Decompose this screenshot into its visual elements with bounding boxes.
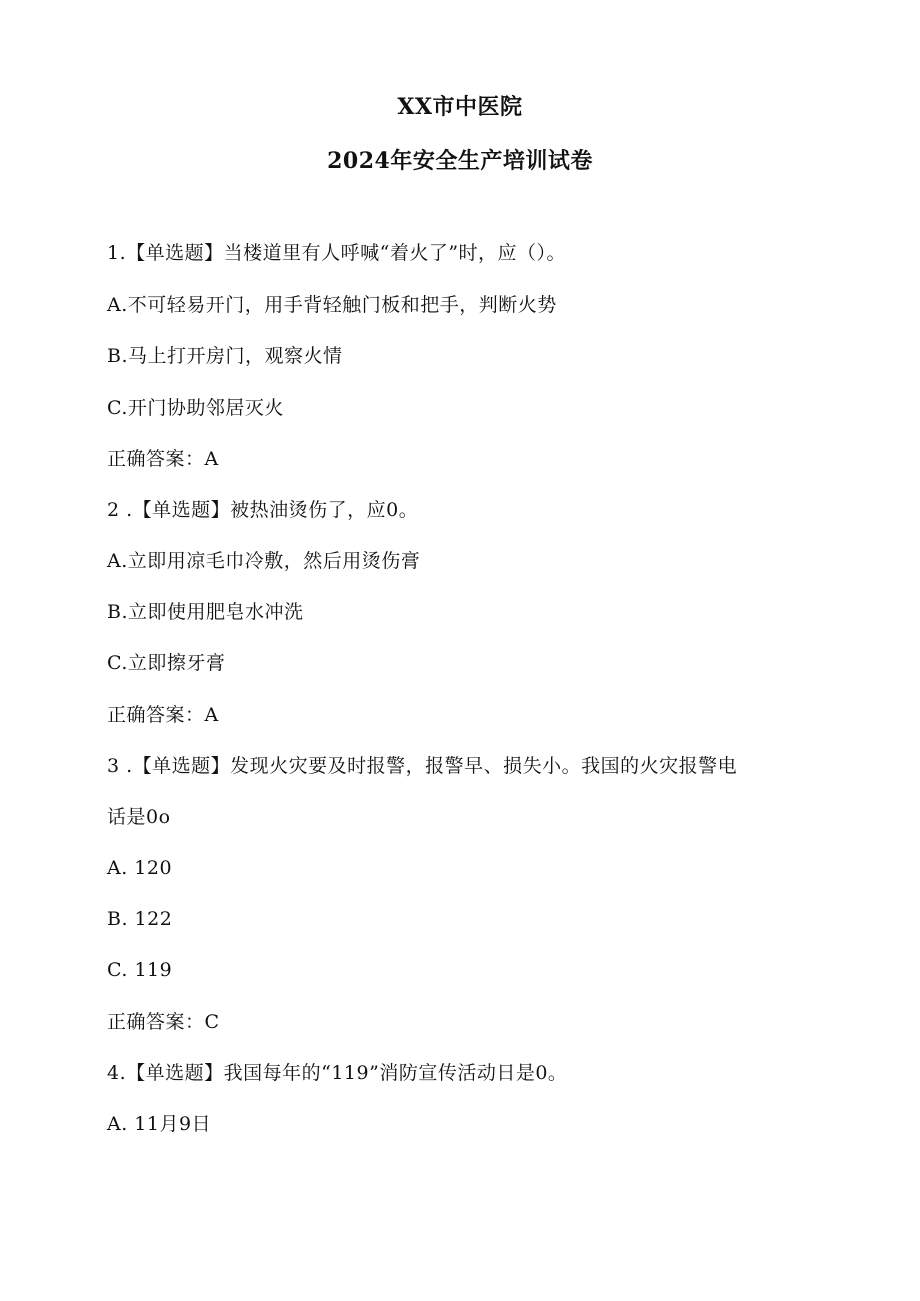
question-2-answer: 正确答案：A (107, 704, 219, 726)
question-3-stem-line-2: 话是0o (107, 806, 171, 828)
question-3-option-c: C. 119 (107, 959, 173, 981)
question-2-option-c: C.立即擦牙膏 (107, 652, 226, 674)
question-2-stem: 2 .【单选题】被热油烫伤了，应0。 (107, 499, 419, 521)
question-1-answer: 正确答案：A (107, 448, 219, 470)
question-1-option-b: B.马上打开房门，观察火情 (107, 345, 343, 367)
question-2-option-b: B.立即使用肥皂水冲洗 (107, 601, 304, 623)
question-3-stem-line-1: 3 .【单选题】发现火灾要及时报警，报警早、损失小。我国的火灾报警电 (107, 755, 738, 777)
question-1-option-a: A.不可轻易开门，用手背轻触门板和把手，判断火势 (107, 294, 557, 316)
question-4-option-a: A. 11月9日 (107, 1113, 212, 1135)
exam-title: 2024年安全生产培训试卷 (327, 148, 593, 174)
hospital-name: XX市中医院 (397, 94, 523, 120)
question-4-stem: 4.【单选题】我国每年的“119”消防宣传活动日是0。 (107, 1062, 568, 1084)
question-1-option-c: C.开门协助邻居灭火 (107, 397, 284, 419)
question-3-option-a: A. 120 (107, 857, 173, 879)
question-3-option-b: B. 122 (107, 908, 173, 930)
question-3-answer: 正确答案：C (107, 1011, 220, 1033)
question-1-stem: 1.【单选题】当楼道里有人呼喊“着火了”时，应（）。 (107, 242, 567, 264)
question-2-option-a: A.立即用凉毛巾冷敷，然后用烫伤膏 (107, 550, 421, 572)
